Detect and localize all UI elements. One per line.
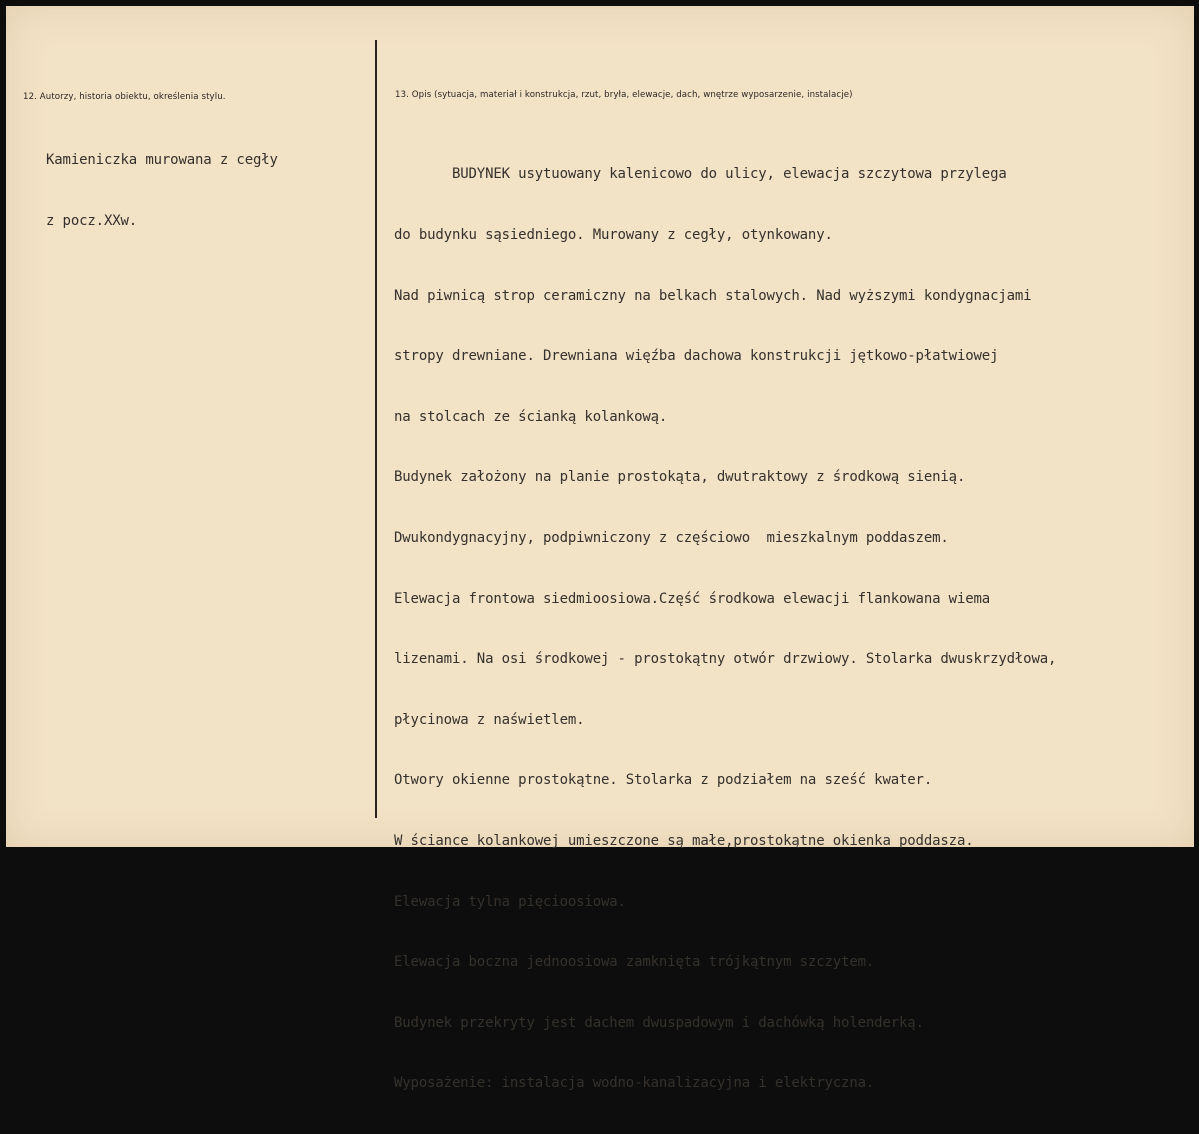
description-line: Elewacja boczna jednoosiowa zamknięta trójkątnym szczytem.	[394, 954, 875, 971]
description-line: stropy drewniane. Drewniana więźba dachowa konstrukcji jętkowo-płatwiowej	[394, 348, 999, 365]
description-line: Elewacja frontowa siedmioosiowa.Część środkowa elewacji flankowana wiema	[394, 590, 991, 607]
section-13-text	[394, 124, 1056, 1134]
description-line: Wyposażenie: instalacja wodno-kanalizacyjna i elektryczna.	[394, 1075, 875, 1092]
description-line: W ściance kolankowej umieszczone są małe,prostokątne okienka poddasza.	[394, 832, 974, 849]
description-line: lizenami. Na osi środkowej - prostokątny otwór drzwiowy. Stolarka dwuskrzydłowa,	[394, 651, 1057, 668]
description-line: do budynku sąsiedniego. Murowany z cegły, otynkowany.	[394, 227, 833, 243]
column-divider	[375, 40, 377, 818]
description-line: Budynek założony na planie prostokąta, dwutraktowy z środkową sienią.	[394, 469, 966, 486]
catalog-card	[6, 6, 1194, 1092]
description-line: Dwukondygnacyjny, podpiwniczony z częściowo mieszkalnym poddaszem.	[394, 529, 949, 546]
description-line: Otwory okienne prostokątne. Stolarka z podziałem na sześć kwater.	[394, 772, 933, 789]
description-line: Elewacja tylna pięcioosiowa.	[394, 893, 626, 910]
section-13-label: 13. Opis (sytuacja, materiał i konstrukcja, rzut, bryła, elewacje, dach, wnętrze wyposarzenie, instalacje)	[395, 90, 853, 100]
section-12-label: 12. Autorzy, historia obiektu, określenia stylu.	[23, 92, 226, 102]
description-line: płycinowa z naświetlem.	[394, 711, 585, 728]
description-line: Budynek przekryty jest dachem dwuspadowym i dachówką holenderką.	[394, 1014, 924, 1031]
description-line: na stolcach ze ścianką kolankową.	[394, 408, 668, 425]
description-line: BUDYNEK usytuowany kalenicowo do ulicy, elewacja szczytowa przylega	[394, 166, 1007, 183]
section-12-line: z pocz.XXw.	[46, 213, 138, 229]
section-12-text	[46, 110, 278, 272]
section-12-line: Kamieniczka murowana z cegły	[46, 152, 278, 169]
description-line: Nad piwnicą strop ceramiczny na belkach stalowych. Nad wyższymi kondygnacjami	[394, 287, 1032, 304]
